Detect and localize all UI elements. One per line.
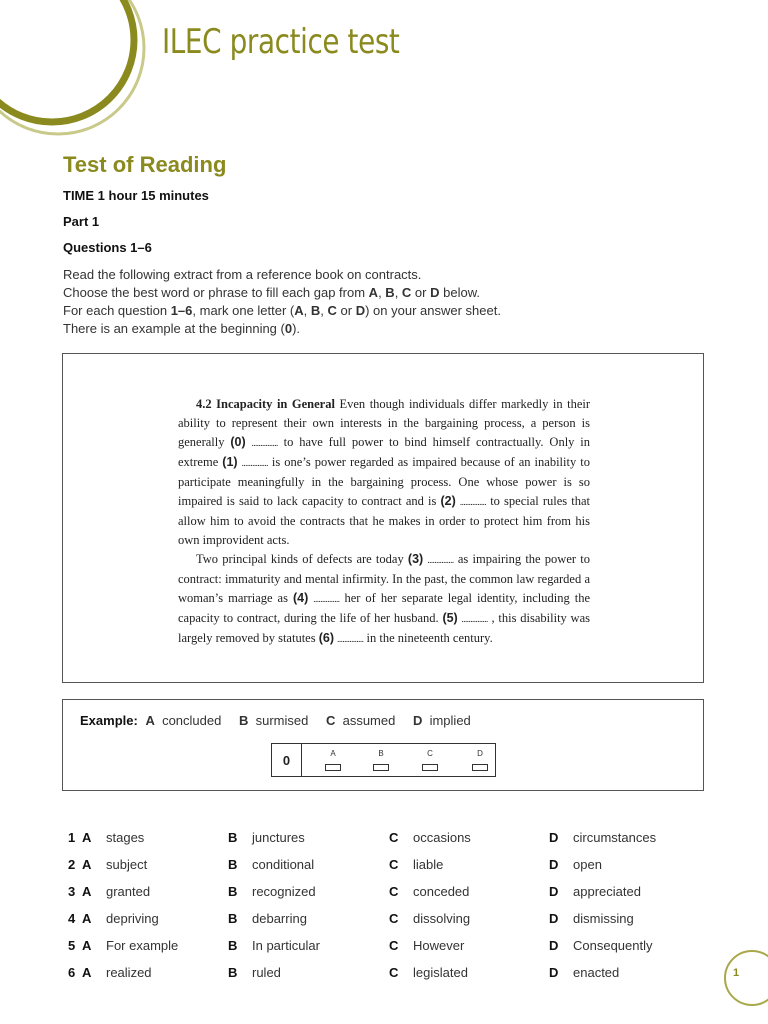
- option-a: subject: [106, 857, 148, 872]
- option-d: circumstances: [573, 830, 657, 845]
- answer-number: 0: [272, 744, 302, 776]
- option-d: dismissing: [573, 911, 634, 926]
- answer-bubble-a[interactable]: A: [323, 749, 343, 771]
- question-number: 6: [68, 965, 76, 980]
- question-number: 4: [68, 911, 76, 926]
- passage-paragraph: 4.2 Incapacity in General Even though individuals differ markedly in their ability to represent their own interests in the bargaining process, a person is generally (0) ............... to have full power to bind himself contractually. Only in extreme (1) ............... is one’s power regarded as impaired because of an inability to participate meaningfully in the bargaining process. One whose power is so impaired is said to lack capacity to contract and is (2) ............... to special rules that allow him to avoid the contracts that he makes in order to protect him from his own improvident acts.: [178, 397, 591, 547]
- page-number: 1: [733, 967, 740, 979]
- option-letter-a: A: [82, 911, 92, 926]
- option-letter-d: D: [549, 938, 559, 953]
- option-letter-d: D: [549, 884, 559, 899]
- option-letter-b: B: [228, 911, 238, 926]
- example-answer-sheet: [271, 743, 496, 777]
- option-letter-d: D: [549, 830, 559, 845]
- gap-6: (6): [318, 631, 334, 645]
- option-d: Consequently: [573, 938, 653, 953]
- answer-bubble-b[interactable]: B: [371, 749, 391, 771]
- option-letter-c: C: [389, 911, 399, 926]
- option-b: In particular: [252, 938, 320, 953]
- passage-paragraph: Two principal kinds of defects are today (3) ............... as impairing the power to contract: immaturity and mental infirmity. In the past, the common law regarded a woman’s marriage as (4) ............... her of her separate legal identity, including the capacity to contract, during the life of her husband. (5) ............... , this disability was largely removed by statutes (6) ............... in the nineteenth century.: [178, 552, 591, 645]
- option-letter-d: D: [549, 857, 559, 872]
- instructions: [63, 266, 703, 338]
- example-label: Example:: [80, 713, 138, 728]
- option-letter-b: B: [228, 857, 238, 872]
- example-option-b: B surmised: [238, 713, 309, 728]
- option-letter-c: C: [389, 938, 399, 953]
- option-d: appreciated: [573, 884, 641, 899]
- answer-bubble-d[interactable]: D: [470, 749, 490, 771]
- option-a: realized: [106, 965, 152, 980]
- option-letter-d: D: [549, 965, 559, 980]
- gap-3: (3): [407, 552, 424, 566]
- example-options: [80, 713, 485, 728]
- section-title: Test of Reading: [63, 152, 227, 177]
- option-c: liable: [413, 857, 444, 872]
- option-b: ruled: [252, 965, 281, 980]
- question-number: 2: [68, 857, 76, 872]
- option-b: conditional: [252, 857, 315, 872]
- instruction-line: Choose the best word or phrase to fill each gap from A, B, C or D below.: [63, 285, 480, 300]
- option-letter-b: B: [228, 965, 238, 980]
- gap-1: (1): [222, 455, 238, 469]
- option-letter-c: C: [389, 965, 399, 980]
- option-letter-a: A: [82, 857, 92, 872]
- option-d: enacted: [573, 965, 620, 980]
- time-allowed: TIME 1 hour 15 minutes: [63, 188, 209, 203]
- answer-bubble-c[interactable]: C: [420, 749, 440, 771]
- option-d: open: [573, 857, 602, 872]
- option-c: conceded: [413, 884, 470, 899]
- page-number-circle: [724, 950, 768, 1006]
- instruction-line: For each question 1–6, mark one letter (A, B, C or D) on your answer sheet.: [63, 303, 501, 318]
- gap-4: (4): [292, 591, 309, 605]
- example-option-a: A concluded: [145, 713, 222, 728]
- gap-0: (0): [230, 435, 246, 449]
- option-b: debarring: [252, 911, 307, 926]
- option-b: recognized: [252, 884, 316, 899]
- option-a: For example: [106, 938, 179, 953]
- passage-heading: 4.2 Incapacity in General: [196, 397, 335, 411]
- option-a: stages: [106, 830, 145, 845]
- document-title: ILEC practice test: [162, 22, 400, 62]
- example-option-c: C assumed: [325, 713, 396, 728]
- option-c: legislated: [413, 965, 468, 980]
- part-label: Part 1: [63, 214, 100, 229]
- question-number: 1: [68, 830, 76, 845]
- option-letter-b: B: [228, 938, 238, 953]
- reading-passage: [178, 395, 590, 649]
- option-a: depriving: [106, 911, 159, 926]
- option-letter-d: D: [549, 911, 559, 926]
- option-a: granted: [106, 884, 151, 899]
- option-c: dissolving: [413, 911, 471, 926]
- example-option-d: D implied: [412, 713, 471, 728]
- corner-arc-decoration: [0, 0, 160, 150]
- option-letter-b: B: [228, 884, 238, 899]
- instruction-line: Read the following extract from a reference book on contracts.: [63, 267, 422, 282]
- option-letter-a: A: [82, 938, 92, 953]
- option-c: occasions: [413, 830, 471, 845]
- gap-2: (2): [440, 494, 456, 508]
- gap-5: (5): [442, 611, 458, 625]
- option-b: junctures: [252, 830, 305, 845]
- option-letter-a: A: [82, 965, 92, 980]
- option-letter-b: B: [228, 830, 238, 845]
- option-letter-c: C: [389, 830, 399, 845]
- instruction-line: There is an example at the beginning (0).: [63, 321, 301, 336]
- option-letter-a: A: [82, 830, 92, 845]
- questions-range: Questions 1–6: [63, 240, 152, 255]
- option-c: However: [413, 938, 465, 953]
- question-number: 3: [68, 884, 76, 899]
- option-letter-a: A: [82, 884, 92, 899]
- option-letter-c: C: [389, 857, 399, 872]
- question-number: 5: [68, 938, 76, 953]
- option-letter-c: C: [389, 884, 399, 899]
